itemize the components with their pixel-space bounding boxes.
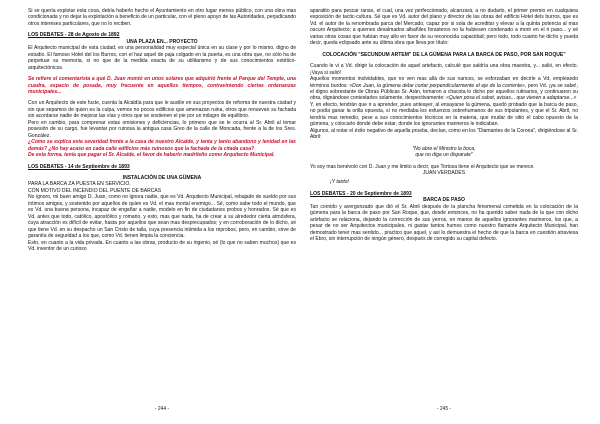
article-title: COLOCACIÓN "SECUNDUM ARTEM" DE LA GÚMENA PARA LA BARCA DE PASO, POR SAN ROQUE" [322,51,566,58]
commentary-note: De esta forma, tenía que pagar el Sr. Alcalde, el favor de haberlo madrileño como Arquitecto Municipal. [28,152,275,159]
page-number: - 244 - [154,406,170,412]
paragraph: Si se quería explotar esta cosa, debía haberlo hecho el Ayuntamiento en otro lugar menos público, con una obra mas condicionada y no dejar la explotación a beneficio de un particular, con el pleno apoyo de las Autoridades, perjudicando otros intereses particulares, que no lo reciben. [28,8,296,27]
commentary-note: Se refiere el comentarista a qué D. Juan montó en unos solares que adquirió frente al Parque del Temple, una cuadra, espacio de posada, muy frecuente en aquellos tiempos, contraviniendo ciertas ordenanzas municipales... [28,76,296,95]
article-title: BARCA DE PASO [423,197,465,204]
left-page [28,8,296,412]
paragraph: El Arquitecto municipal de esta ciudad, es una personalidad muy especial única en su clase y por lo mismo, digno de estudio. El famoso Hotel del los Burros, con el haz aquel de paja colgado en la puerta, es una obra que, no sólo ha de perpetuar su memoria, si no que de la medida exacta de su utilitarismo y de sus conocimientos estético-arquitectónicos. [28,45,296,71]
paragraph: Y, en efecto, tendrán que ir a aprender, pues anteayer, al ensayarse la gúmena, quedó probado que la barca de paso, no podía ganar la orilla opuesta, sí no mediaba los esfuerzos sobrehumanos de sus tripulantes, y que el Sr. Abril, no tendría mas remedio, pese a sus conocimientos técnicos en la materia, que mudar de sitio el cabo opuesto de la gúmena, y colocarlo donde debe estar, donde los ignorantes marineros le indicaban. [310,101,578,128]
paragraph [310,76,578,102]
right-page [310,8,578,412]
quoted-text: «Quien posa el sabot, avisas... que vienen a adaptarse...» [446,95,577,102]
quote-line: "No abre el Ministro la boca, [412,145,476,152]
commentary-note: ¿Cómo se explica esta severidad frente a la casa de nuestro Alcalde, y tanta y tanto abandono y lenidad en las demás? ¿No hay acaso en cada calle edificios más ruinosos que la fachada de la citada casa? [28,139,296,152]
paragraph: No ignoro, mi buen amigo D. Juan, como no ignora nadie, que es Vd. Arquitecto Municipal, rebajado de sueldo por sus íntimos amigos, y sostenido por aquellos de quien es Vd. el mas mortal enemigo... Sé, como sabe todo el mundo, que es Vd. una buena persona, incapaz de engañar a nadie, modelo en fin de ciudadanos probos y honrados. Sé que es Vd. antes que todo, católico, apostólico y romano, y esto, mas que nada, ha de crear a su alrededor cierta atmósfera, cuya atracción es difícil de evitar, hasta por aquellos que sean mas desprecupados; y en corroboración de lo dicho, sé que tiene Vd. en su despacho un San Cristo de talla, cuya presencia intimida a los réprobos, pero, en cambio, sirve de garantía de seguridad a los que, como Vd. tienen limpia la conciencia. [28,194,296,240]
section-heading: LOS DEBATES - 14 de Septiembre de 1893 [28,163,130,170]
quote-line: que no diga un disparate" [415,152,473,159]
signature: JUAN VERDADES [422,169,466,176]
quoted-text: «Don Juan, la gúmena debe cortar perpendicularmente el eje de la corriente» [349,82,525,89]
paragraph: Yo soy mas benévolo con D. Juan y me limito a decir, que Tortosa tiene el Arquitecto que se merece. [310,163,535,170]
paragraph: Cuando le vi a Vd. dirigir la colocación de aquel artefacto, calculé que saldría una obra maestra, y... salió, en efecto. ¡Vaya si salió! [310,63,578,76]
article-title: UNA PLAZA EN... PROYECTO [126,38,198,45]
section-heading: LOS DEBATES - 28 de Agosto de 1892 [28,32,120,39]
article-title: INSTALACIÓN DE UNA GÜMENA [122,174,202,181]
paragraph: Esto, en cuanto a la vida privada. En cuanto a las obras, producto de su ingenio, sé (lo que no saben muchos) que es Vd. inventor de un curioso [28,239,296,252]
exclamation: ¡Y tanto! [330,179,349,186]
paragraph: Con un Arquitecto de este fuste, cuenta la Alcaldía para que le auxilie en sus proyectos de reforma de nuestra ciudad y sin que sepamos de quien es la culpa, vemos no pocos edificios que amenazan ruina, otros que renuevan su fachada sin acordarse nadie de mejorar las vías y otros que se sostienen el pie por un milagro de equilibrio. [28,100,296,120]
text-run: , pero Vd. ¡ya se sabe!, el digno sobrestante de Obras Públicas Sr. Arán, tomaron a chacota lo dicho por aquellos rutinarios, y continuaron su obra, dignándose contestarles solamente, despectivamente: [310,82,578,102]
paragraph: Pero en cambio, para comprenar estas omisiones y deficiencias, lo primero que se le ocurra al Sr. Abril al tomar posesión de su cargo, fue levantar por ruinosa la antigua casa Greo de la calle de Moncada, frente a la de los Sres. González. [28,119,296,139]
paragraph: Algunos, al notar el éxito negativo de aquella prueba, decían, como en los "Diamantes de la Corona", dirigiéndose al Sr. Abril: [310,127,578,141]
article-subtitle: CON MOTIVO DEL INCENDIO DEL PUENTE DE BARCAS [28,187,162,194]
paragraph: Tan cornido y avergonzado que dió el Sr. Abril después de la plancha fenomenal cometida en la colocación de la gúmena para la barca de paso por San Roque, que, desde entonces, no ha querido saber nada de la que con dicho artefacto se relaciona, dejando la corrección de sus yerros, en manos de aquellos ignorantes marineros, los que, a pesar de no ser Arquitectos municipales, ni gastar tantos humos como nuestro flamante Arquitecto Municipal, han demostrado tener mas sentido... practico que aquel, y así lo demuestra el hecho de que la barca en cuestión atraviesa el Ebro, sin interrupción de ningún género, después de corregido su capital defecto. [310,203,578,243]
page-number: - 245 - [436,406,452,412]
text-run: Aquellos momentos inolvidables, que no ven mas allá de sus narices, se esforzaban en decirle a Vd, empleando términos burdos: [310,76,578,89]
paragraph: aparatito para pescar ranas, el cual, una vez perfeccionado, alcanzará, a no dudarlo, el primer premio en cualquiera exposición de tactic-cultura. Sé que es Vd. autor del plano y director de las obras del edificio Hotel dels burros, que es Vd. el autor de la renombrada parca del Mercado, capaz por si sola de acreditar y elevar a la quinta potencia al mas oscuro Arquitecto; a quienes desalmados albañiles forasteros no la hubiesen condenado a morir en el ri paso... y sé varias otras cosas que habían muy alto en favor de su reconocida capacidad; pero todo, todo cuanto he dicho y pueda decir, queda eclipsado ante su última obra que lleva por título: [310,8,578,47]
section-heading: LOS DEBATES - 20 de Septiembre de 1893 [310,190,412,197]
article-subtitle: PARA LA BARCA ZA PUESTA EN SERVICIO. [28,181,131,188]
